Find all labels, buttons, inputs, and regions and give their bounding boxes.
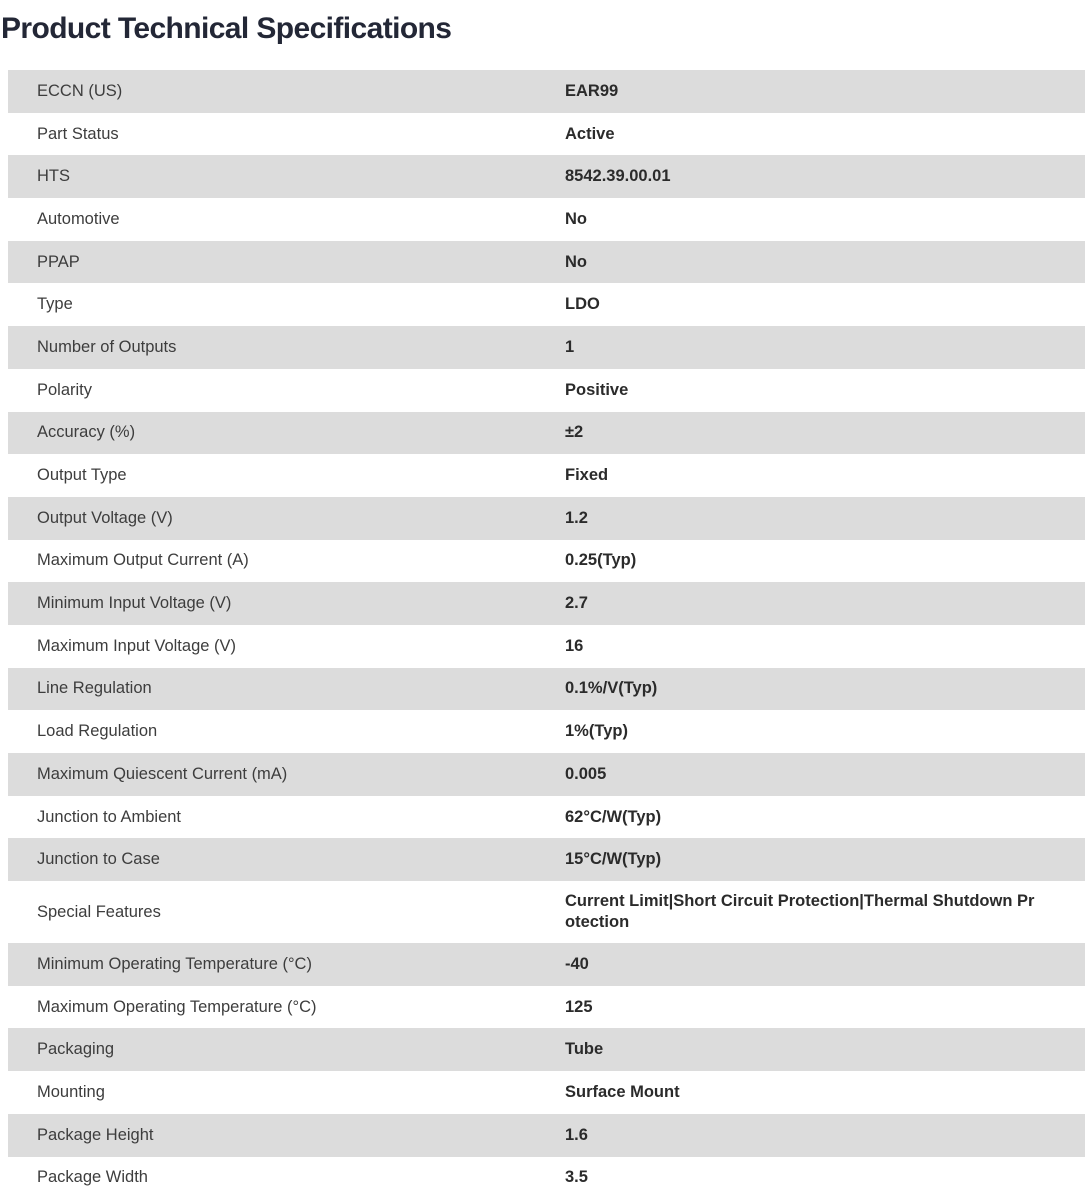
spec-value: Tube [565, 1040, 604, 1059]
spec-value: ±2 [565, 423, 584, 442]
spec-value: Current Limit|Short Circuit Protection|Thermal Shutdown Protection [565, 892, 1035, 932]
spec-value: No [565, 209, 587, 228]
spec-label: Junction to Case [37, 850, 160, 869]
spec-label: HTS [37, 167, 70, 186]
table-row [8, 582, 1085, 625]
table-row [8, 625, 1085, 668]
page-title: Product Technical Specifications [1, 12, 452, 45]
table-row [8, 70, 1085, 113]
table-row [8, 283, 1085, 326]
spec-label: Maximum Operating Temperature (°C) [37, 997, 317, 1016]
table-row [8, 668, 1085, 711]
spec-value: Surface Mount [565, 1082, 680, 1101]
spec-value: LDO [565, 295, 600, 314]
spec-value: 1%(Typ) [565, 722, 628, 741]
spec-value: 15°C/W(Typ) [565, 850, 662, 869]
spec-label: Accuracy (%) [37, 423, 136, 442]
spec-value: 1.6 [565, 1125, 588, 1144]
spec-value: No [565, 252, 587, 271]
table-row [8, 881, 1085, 943]
spec-value: 1 [565, 337, 575, 356]
spec-label: Minimum Input Voltage (V) [37, 594, 232, 613]
spec-table [0, 70, 1085, 1194]
spec-label: Number of Outputs [37, 337, 177, 356]
table-row [8, 796, 1085, 839]
spec-value: Positive [565, 380, 629, 399]
spec-label: Maximum Output Current (A) [37, 551, 249, 570]
spec-label: Part Status [37, 124, 119, 143]
spec-label: Junction to Ambient [37, 807, 182, 826]
spec-value: 3.5 [565, 1168, 588, 1187]
spec-value: 16 [565, 636, 584, 655]
table-row [8, 412, 1085, 455]
spec-value: 2.7 [565, 594, 588, 613]
spec-label: Mounting [37, 1082, 105, 1101]
spec-value: 0.1%/V(Typ) [565, 679, 658, 698]
spec-label: Maximum Quiescent Current (mA) [37, 764, 288, 783]
spec-label: Special Features [37, 902, 161, 921]
spec-label: Package Height [37, 1125, 154, 1144]
table-row [8, 369, 1085, 412]
table-row [8, 326, 1085, 369]
table-row [8, 241, 1085, 284]
spec-label: Type [37, 295, 73, 314]
spec-label: Output Type [37, 466, 127, 485]
spec-label: Packaging [37, 1040, 115, 1059]
table-row [8, 454, 1085, 497]
spec-value: Fixed [565, 466, 609, 485]
spec-value: 8542.39.00.01 [565, 167, 671, 186]
spec-value: 125 [565, 997, 593, 1016]
table-row [8, 838, 1085, 881]
spec-label: Load Regulation [37, 722, 158, 741]
spec-label: Package Width [37, 1168, 148, 1187]
table-row [8, 1028, 1085, 1071]
spec-value: -40 [565, 954, 589, 973]
table-row [8, 710, 1085, 753]
table-row [8, 986, 1085, 1029]
spec-value: 0.25(Typ) [565, 551, 637, 570]
table-row [8, 497, 1085, 540]
table-row [8, 198, 1085, 241]
table-row [8, 113, 1085, 156]
table-row [8, 1114, 1085, 1157]
table-row [8, 753, 1085, 796]
spec-label: Polarity [37, 380, 93, 399]
spec-label: PPAP [37, 252, 80, 271]
spec-value: EAR99 [565, 81, 619, 100]
table-row [8, 1157, 1085, 1194]
spec-label: Minimum Operating Temperature (°C) [37, 954, 312, 973]
spec-label: Output Voltage (V) [37, 508, 173, 527]
spec-value: Active [565, 124, 615, 143]
table-row [8, 540, 1085, 583]
spec-label: Line Regulation [37, 679, 152, 698]
spec-label: Maximum Input Voltage (V) [37, 636, 236, 655]
table-row [8, 943, 1085, 986]
table-row [8, 155, 1085, 198]
table-row [8, 1071, 1085, 1114]
spec-label: ECCN (US) [37, 81, 123, 100]
spec-value: 1.2 [565, 508, 588, 527]
spec-value: 0.005 [565, 764, 607, 783]
spec-value: 62°C/W(Typ) [565, 807, 662, 826]
spec-label: Automotive [37, 209, 120, 228]
